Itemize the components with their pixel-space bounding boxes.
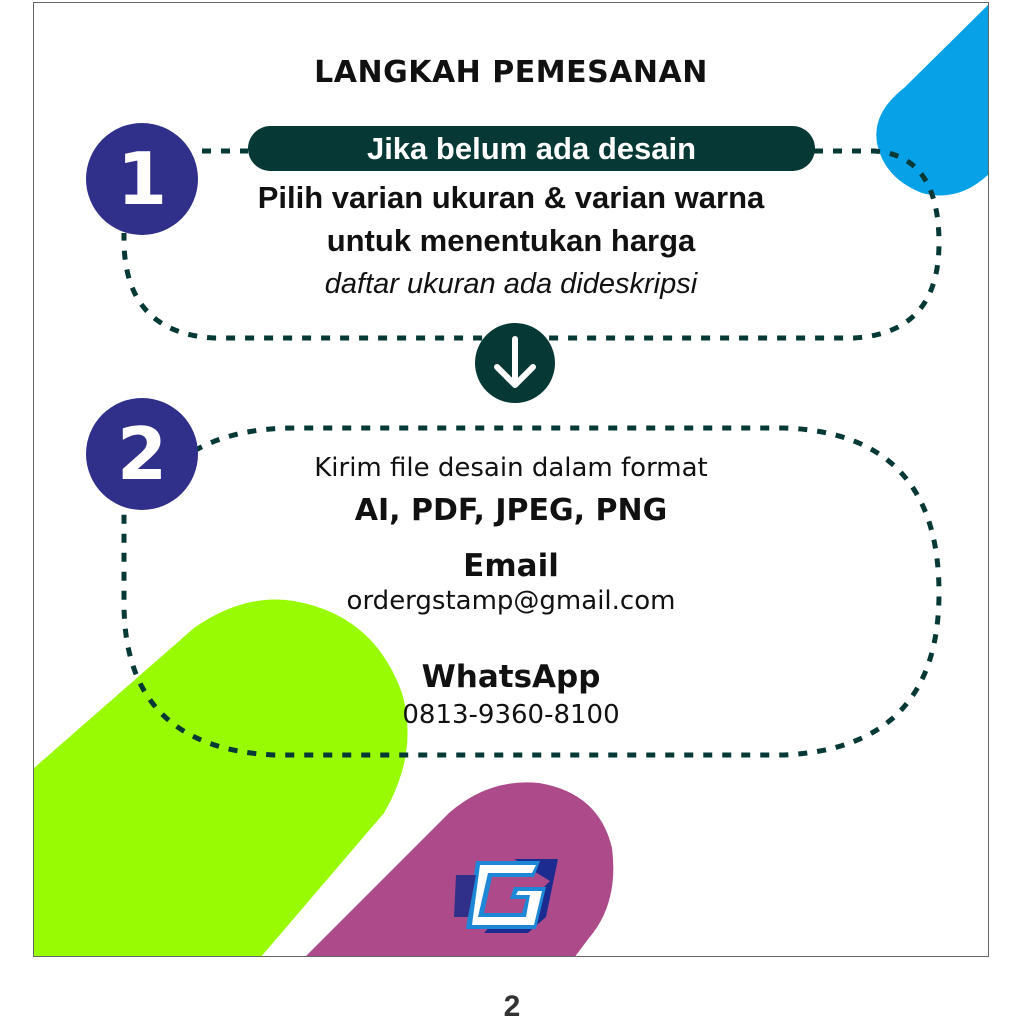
page-title: LANGKAH PEMESANAN xyxy=(314,55,708,90)
page-number: 2 xyxy=(503,990,521,1023)
step1-number-badge: 1 xyxy=(86,123,198,235)
step1-instruction-line2: untuk menentukan harga xyxy=(326,223,696,258)
email-address: ordergstamp@gmail.com xyxy=(346,586,676,616)
arrow-down-glyph xyxy=(475,323,555,403)
step1-instruction-line1: Pilih varian ukuran & varian warna xyxy=(257,180,765,215)
whatsapp-label: WhatsApp xyxy=(421,659,601,695)
lime-decor-shape xyxy=(34,600,408,957)
step1-note: daftar ukuran ada dideskripsi xyxy=(324,268,698,300)
arrow-down-icon xyxy=(475,323,555,403)
email-label: Email xyxy=(463,548,559,584)
blue-decor-shape xyxy=(876,3,989,196)
g-logo-icon xyxy=(454,855,558,937)
step2-intro-text: Kirim file desain dalam format xyxy=(314,453,708,483)
step2-number-badge: 2 xyxy=(86,398,198,510)
instruction-card xyxy=(33,2,989,957)
step2-file-formats: AI, PDF, JPEG, PNG xyxy=(354,493,668,528)
step1-heading-pill: Jika belum ada desain xyxy=(248,126,815,171)
whatsapp-number: 0813-9360-8100 xyxy=(402,700,620,730)
